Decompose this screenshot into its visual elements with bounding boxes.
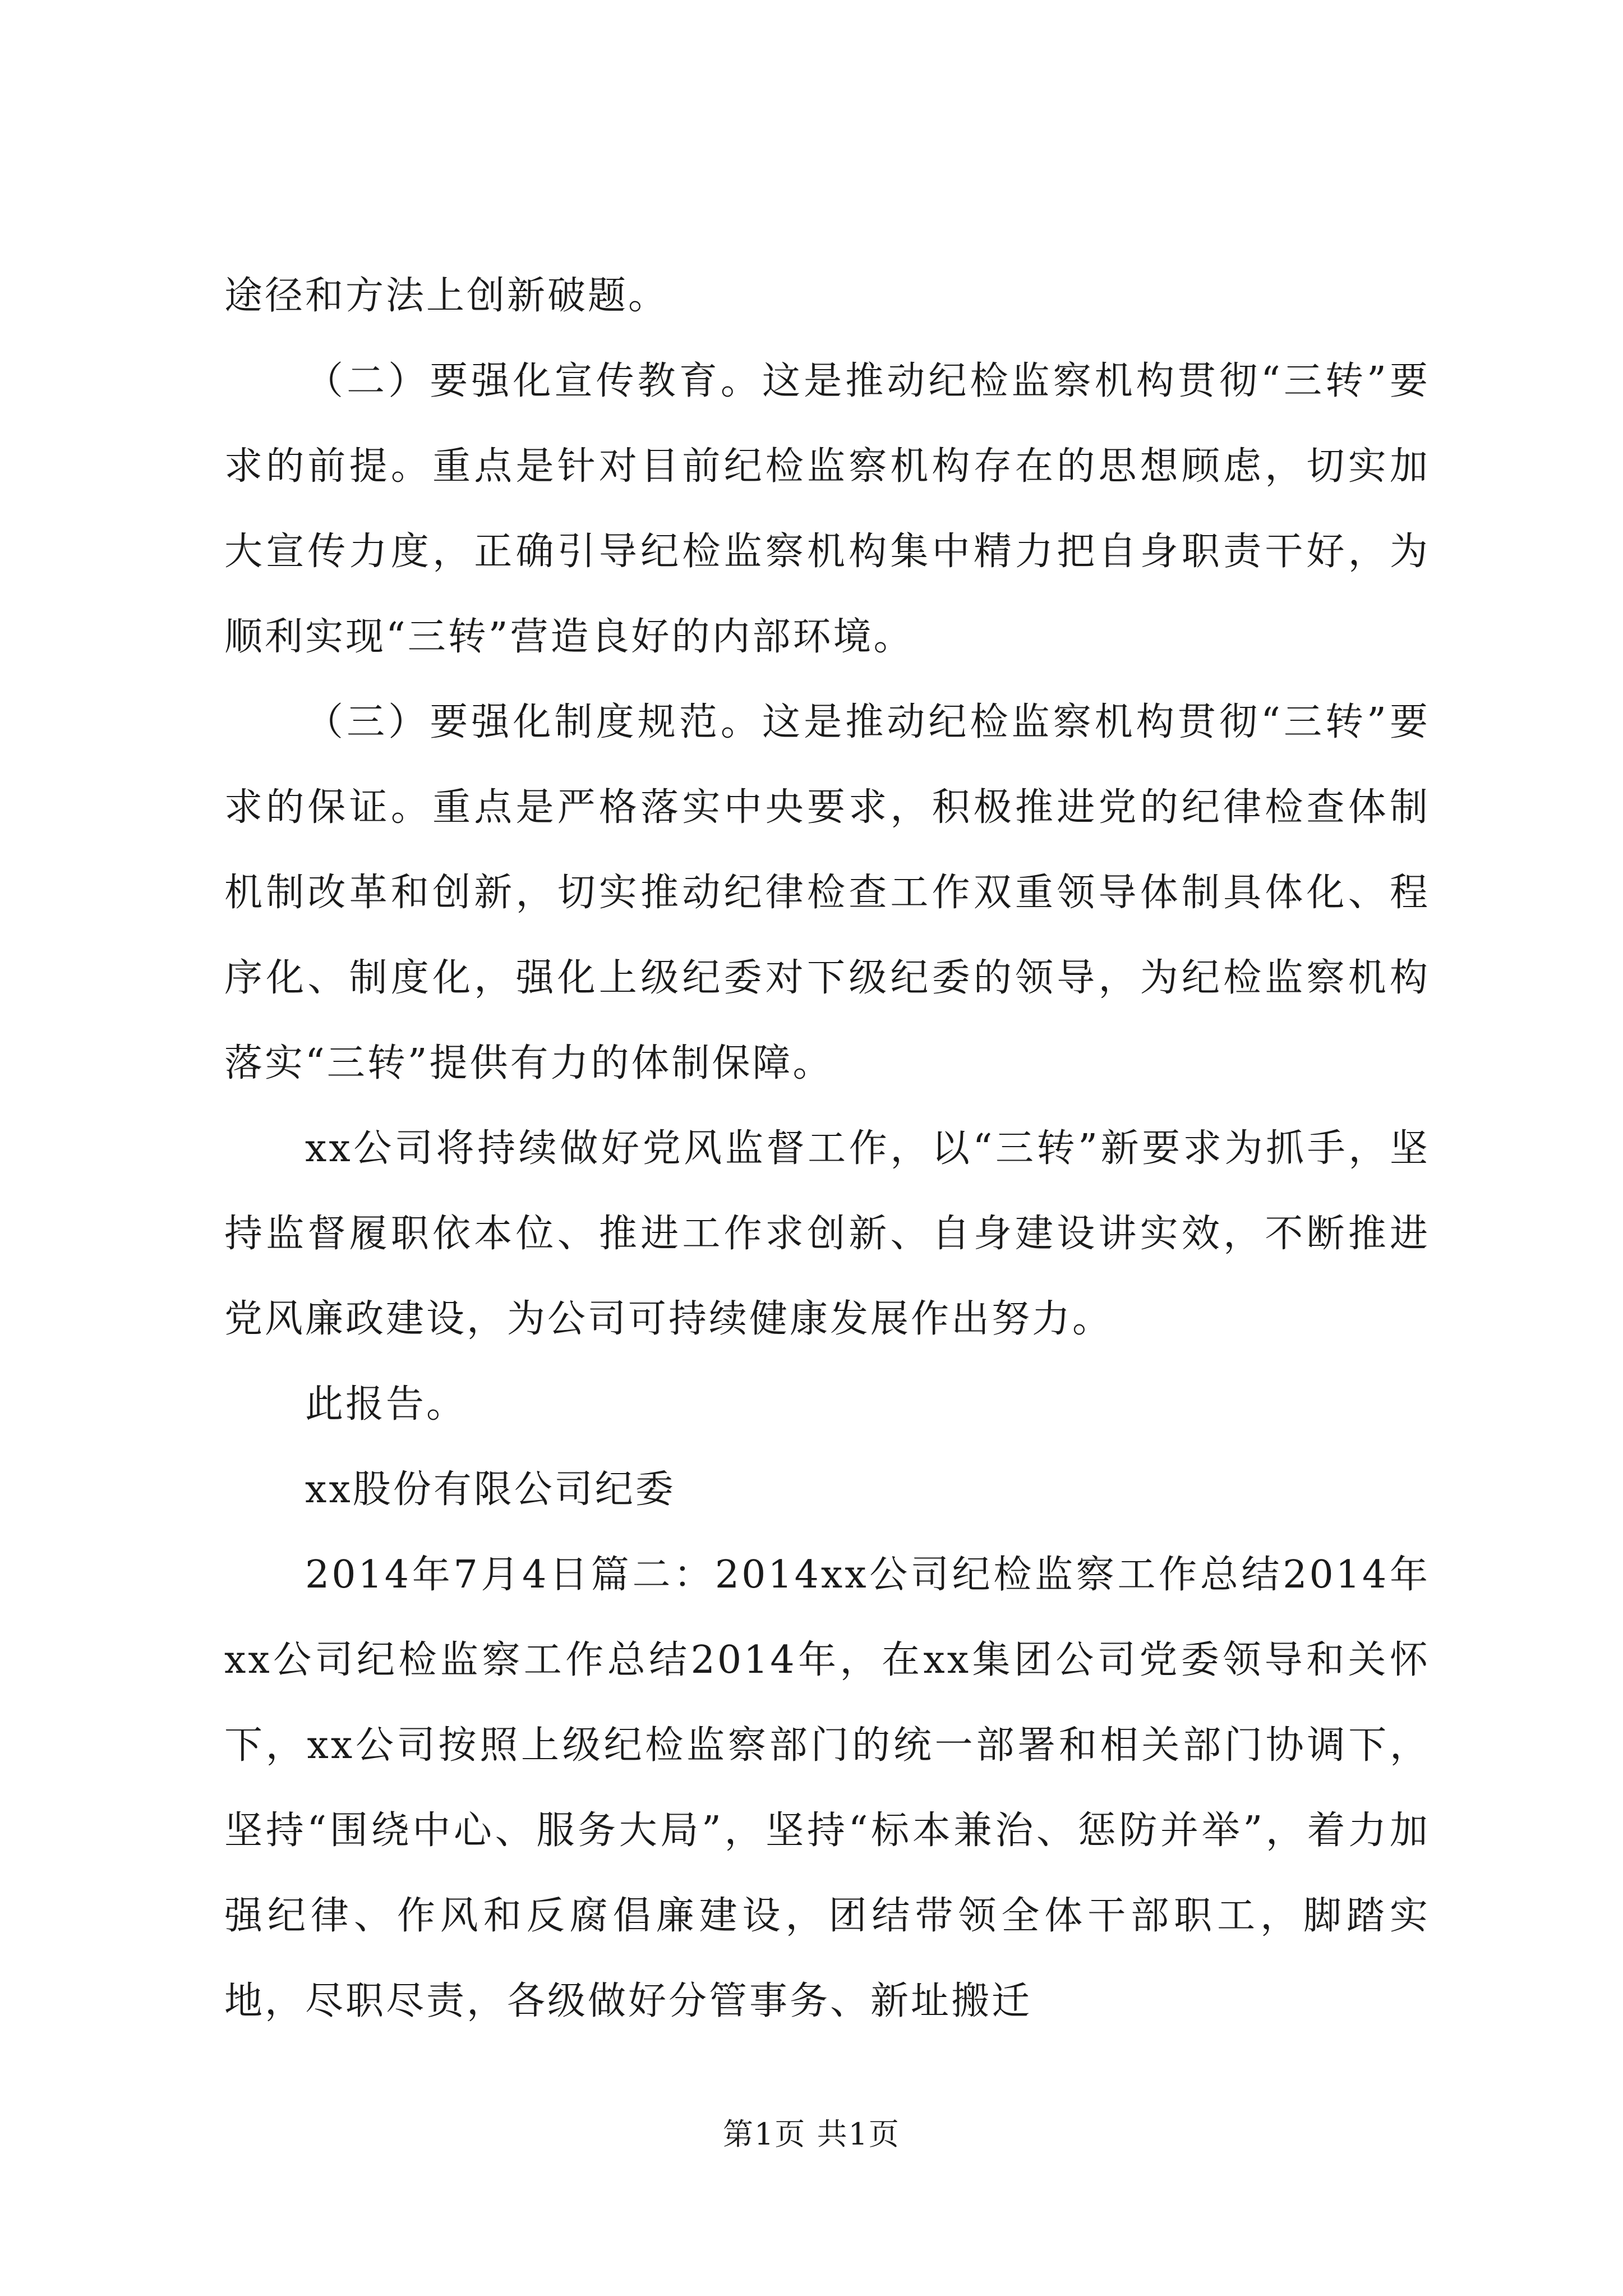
document-body: [224, 254, 1430, 2044]
paragraph-institutional-norms: （三）要强化制度规范。这是推动纪检监察机构贯彻“三转”要求的保证。重点是严格落实中央要求，积极推进党的纪律检查体制机制改革和创新，切实推动纪律检查工作双重领导体制具体化、程序化、制度化，强化上级纪委对下级纪委的领导，为纪检监察机构落实“三转”提供有力的体制保障。: [224, 700, 1430, 1085]
paragraph-company-commitment: xx公司将持续做好党风监督工作，以“三转”新要求为抓手，坚持监督履职依本位、推进工作求创新、自身建设讲实效，不断推进党风廉政建设，为公司可持续健康发展作出努力。: [224, 1126, 1430, 1341]
paragraph-signature: xx股份有限公司纪委: [305, 1467, 676, 1512]
paragraph-continuation: 途径和方法上创新破题。: [224, 274, 669, 318]
page-footer: 第1页 共1页: [723, 2116, 900, 2152]
paragraph-report-closing: 此报告。: [305, 1382, 467, 1427]
paragraph-propaganda-education: （二）要强化宣传教育。这是推动纪检监察机构贯彻“三转”要求的前提。重点是针对目前纪检监察机构存在的思想顾虑，切实加大宣传力度，正确引导纪检监察机构集中精力把自身职责干好，为顺利实现“三转”营造良好的内部环境。: [224, 359, 1430, 659]
paragraph-second-article: 2014年7月4日篇二：2014xx公司纪检监察工作总结2014年xx公司纪检监察工作总结2014年，在xx集团公司党委领导和关怀下，xx公司按照上级纪检监察部门的统一部署和相关部门协调下，坚持“围绕中心、服务大局”，坚持“标本兼治、惩防并举”，着力加强纪律、作风和反腐倡廉建设，团结带领全体干部职工，脚踏实地，尽职尽责，各级做好分管事务、新址搬迁: [224, 1553, 1430, 2023]
